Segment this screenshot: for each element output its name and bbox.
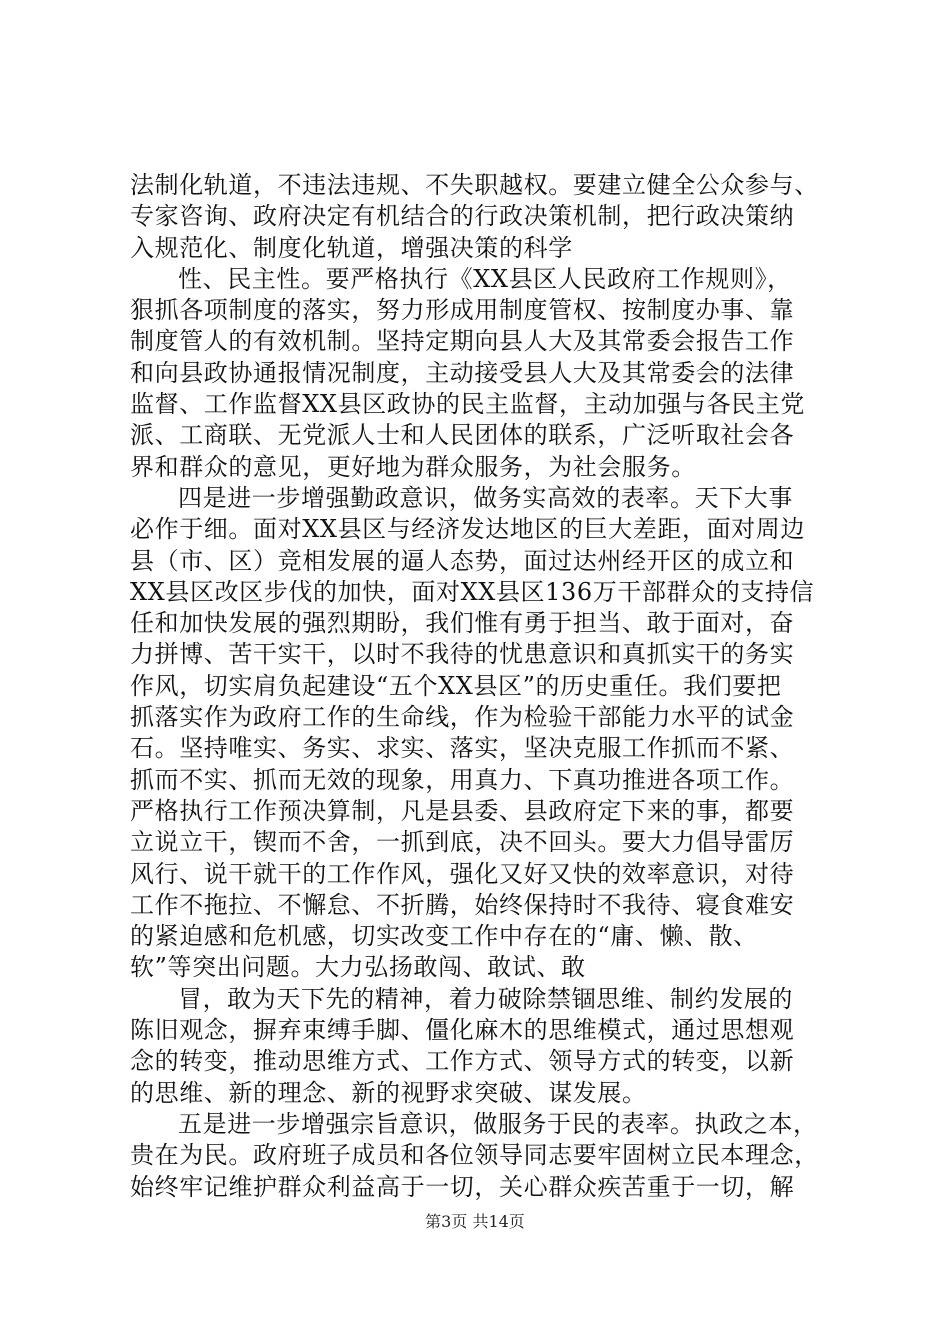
text-line: 性、民主性。要严格执行《XX县区人民政府工作规则》， xyxy=(178,264,792,293)
text-line: 作风，切实肩负起建设“五个XX县区”的历史重任。我们要把 xyxy=(130,671,782,700)
text-line: 工作不拖拉、不懈怠、不折腾，始终保持时不我待、寝食难安 xyxy=(130,890,795,919)
text-line: 贵在为民。政府班子成员和各位领导同志要牢固树立民本理念， xyxy=(130,1141,819,1170)
text-line: 冒，敢为天下先的精神，着力破除禁锢思维、制约发展的 xyxy=(178,984,793,1013)
text-line: 抓而不实、抓而无效的现象，用真力、下真功推进各项工作。 xyxy=(130,765,795,794)
text-line: 软”等突出问题。大力弘扬敢闯、敢试、敢 xyxy=(130,953,586,982)
text-line: 力拼博、苦干实干，以时不我待的忧患意识和真抓实干的务实 xyxy=(130,640,795,669)
text-line: 任和加快发展的强烈期盼，我们惟有勇于担当、敢于面对，奋 xyxy=(130,609,795,638)
text-line: 狠抓各项制度的落实，努力形成用制度管权、按制度办事、靠 xyxy=(130,296,795,325)
text-line: 立说立干，锲而不舍，一抓到底，决不回头。要大力倡导雷厉 xyxy=(130,828,795,857)
text-line: 五是进一步增强宗旨意识，做服务于民的表率。执政之本， xyxy=(178,1109,818,1138)
text-line: 严格执行工作预决算制，凡是县委、县政府定下来的事，都要 xyxy=(130,796,795,825)
text-line: 陈旧观念，摒弃束缚手脚、僵化麻木的思维模式，通过思想观 xyxy=(130,1016,795,1045)
text-line: 的思维、新的理念、新的视野求突破、谋发展。 xyxy=(130,1078,647,1107)
document-body xyxy=(130,170,830,1203)
text-line: 监督、工作监督XX县区政协的民主监督，主动加强与各民主党 xyxy=(130,390,805,419)
text-line: 入规范化、制度化轨道，增强决策的科学 xyxy=(130,233,573,262)
page-footer: 第3页 共14页 xyxy=(425,1212,525,1231)
text-line: XX县区改区步伐的加快，面对XX县区136万干部群众的支持信 xyxy=(130,577,815,606)
text-line: 始终牢记维护群众利益高于一切，关心群众疾苦重于一切，解 xyxy=(130,1172,795,1201)
text-line: 念的转变，推动思维方式、工作方式、领导方式的转变，以新 xyxy=(130,1047,795,1076)
text-line: 界和群众的意见，更好地为群众服务，为社会服务。 xyxy=(130,452,696,481)
text-line: 风行、说干就干的工作作风，强化又好又快的效率意识，对待 xyxy=(130,859,795,888)
text-line: 县（市、区）竞相发展的逼人态势，面过达州经开区的成立和 xyxy=(130,546,795,575)
text-line: 和向县政协通报情况制度，主动接受县人大及其常委会的法律 xyxy=(130,358,795,387)
text-line: 专家咨询、政府决定有机结合的行政决策机制，把行政决策纳 xyxy=(130,202,795,231)
text-line: 必作于细。面对XX县区与经济发达地区的巨大差距，面对周边 xyxy=(130,515,805,544)
text-line: 派、工商联、无党派人士和人民团体的联系，广泛听取社会各 xyxy=(130,421,795,450)
text-line: 的紧迫感和危机感，切实改变工作中存在的“庸、懒、散、 xyxy=(130,922,758,951)
text-line: 石。坚持唯实、务实、求实、落实，坚决克服工作抓而不紧、 xyxy=(130,734,795,763)
text-line: 四是进一步增强勤政意识，做务实高效的表率。天下大事 xyxy=(178,483,793,512)
text-line: 抓落实作为政府工作的生命线，作为检验干部能力水平的试金 xyxy=(130,703,795,732)
text-line: 法制化轨道，不违法违规、不失职越权。要建立健全公众参与、 xyxy=(130,171,819,199)
text-line: 制度管人的有效机制。坚持定期向县人大及其常委会报告工作 xyxy=(130,327,795,356)
